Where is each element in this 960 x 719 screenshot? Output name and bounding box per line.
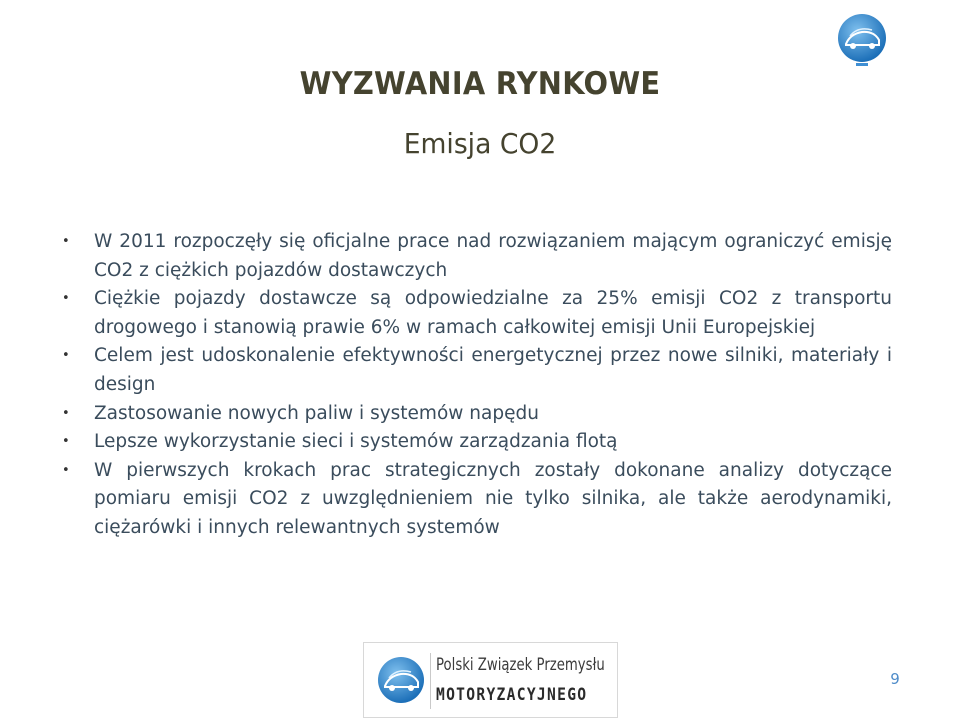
logo-divider [430,653,431,709]
list-item [62,228,892,285]
footer-logo [363,642,618,718]
bullet-icon: • [62,348,70,364]
bullet-icon: • [62,405,70,421]
corner-logo [836,12,888,68]
slide-subtitle: Emisja CO2 [403,127,557,160]
bullet-icon: • [62,434,70,450]
bullet-text: Celem jest udoskonalenie efektywności energetycznej przez nowe silniki, materiały i design [94,345,892,395]
bullet-icon: • [62,462,70,478]
bullet-text: W pierwszych krokach prac strategicznych zostały dokonane analizy dotyczące pomiaru emisji CO2 z uwzględnieniem nie tylko silnika, ale także aerodynamiki, ciężarówki i innych relewantnych systemów [94,459,892,538]
logo-line2: MOTORYZACYJNEGO [436,685,588,705]
bullet-list [62,228,892,543]
slide-title: WYZWANIA RYNKOWE [299,66,661,102]
car-emblem-icon [836,12,888,68]
bullet-icon: • [62,234,70,249]
bullet-text: W 2011 rozpoczęły się oficjalne prace nad rozwiązaniem mającym ograniczyć emisję CO2 z ciężkich pojazdów dostawczych [94,231,892,281]
logo-line1: Polski Związek Przemysłu [436,655,605,675]
car-emblem-icon [376,655,426,707]
bullet-icon: • [62,291,70,307]
list-item [62,400,892,429]
list-item [62,342,892,399]
bullet-text: Lepsze wykorzystanie sieci i systemów zarządzania flotą [94,431,618,453]
bullet-text: Zastosowanie nowych paliw i systemów napędu [94,402,539,424]
list-item [62,457,892,543]
list-item [62,428,892,457]
bullet-text: Ciężkie pojazdy dostawcze są odpowiedzialne za 25% emisji CO2 z transportu drogowego i stanowią prawie 6% w ramach całkowitej emisji Unii Europejskiej [94,288,892,338]
page-number: 9 [890,670,900,688]
list-item [62,285,892,342]
